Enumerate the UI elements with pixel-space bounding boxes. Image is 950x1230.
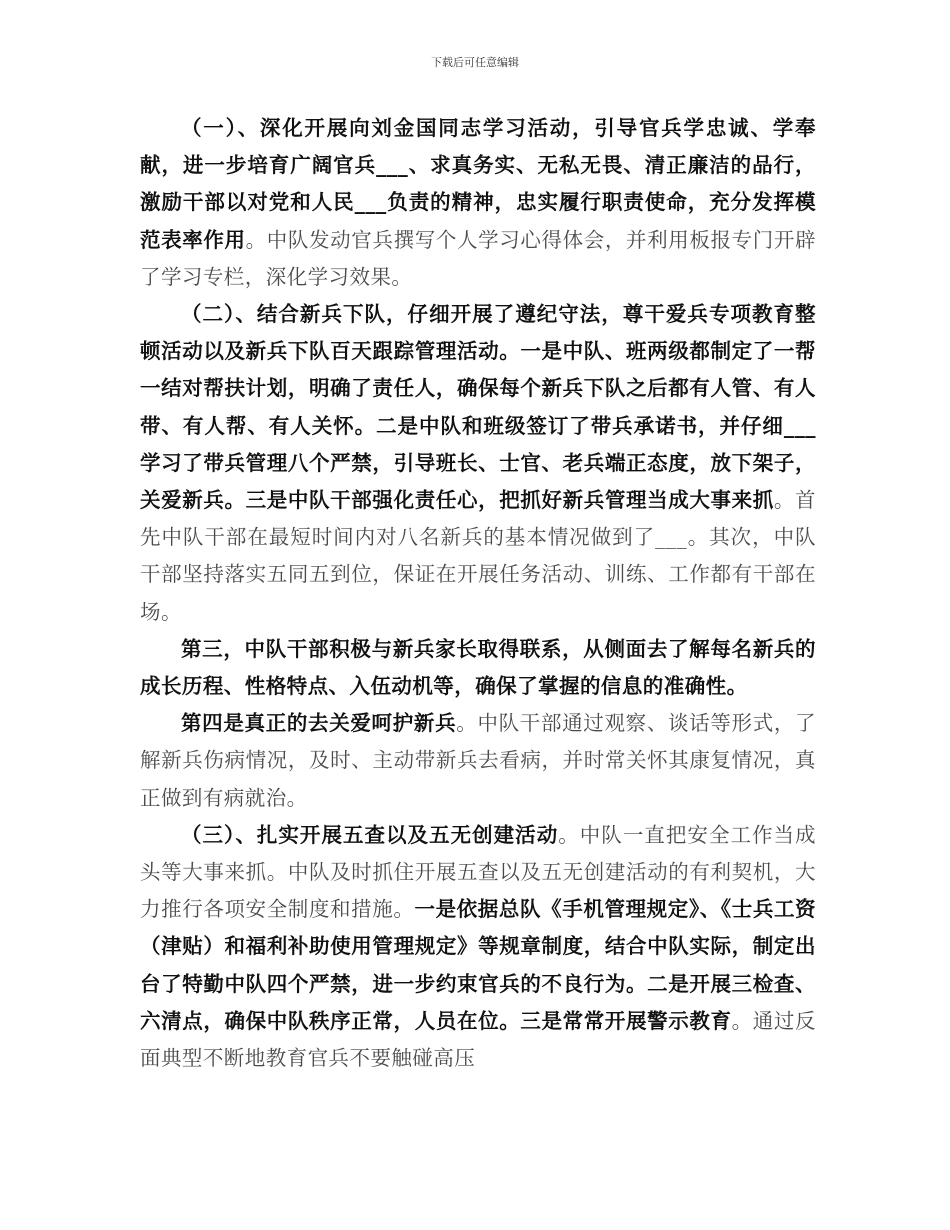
paragraph-1-run-2: 。中队发动官兵撰写个人学习心得体会，并利用板报专门开辟了学习专栏，深化学习效果。 xyxy=(140,227,816,289)
paragraph-5-run-3: 一是依据总队《手机管理规定》、《士兵工资（津贴）和福利补助使用管理规定》等规章制度，结合中队实际，制定出台了特勤中队四个严禁，进一步约束官兵的不良行为。二是开展三检查、六清点，确保中队秩序正常，人员在位。三是常常开展警示教育 xyxy=(140,897,817,1033)
page-header: 下载后可任意编辑 xyxy=(431,56,519,69)
paragraph-4 xyxy=(140,705,816,817)
document-body xyxy=(140,110,816,1077)
paragraph-4-run-2: 。中队干部通过观察、谈话等形式，了解新兵伤病情况，及时、主动带新兵去看病，并时常关怀其康复情况，真正做到有病就治。 xyxy=(140,711,816,810)
paragraph-4-run-1: 第四是真正的去关爱呵护新兵 xyxy=(181,711,457,736)
paragraph-3-run-1: 第三，中队干部积极与新兵家长取得联系，从侧面去了解每名新兵的成长历程、性格特点、入伍动机等，确保了掌握的信息的准确性。 xyxy=(140,636,816,699)
paragraph-5-run-2: 。中队一直把安全工作当成头等大事来抓。中队及时抓住开展五查以及五无创建活动的有利契机，大力推行各项安全制度和措施。 xyxy=(140,822,816,922)
paragraph-2-run-2: 。首先中队干部在最短时间内对八名新兵的基本情况做到了___。其次，中队干部坚持落实五同五到位，保证在开展任务活动、训练、工作都有干部在场。 xyxy=(140,488,817,624)
paragraph-1-run-1: （一）、深化开展向刘金国同志学习活动，引导官兵学忠诚、学奉献，进一步培育广阔官兵___、求真务实、无私无畏、清正廉洁的品行，激励干部以对党和人民___负责的精神，忠实履行职责使命，充分发挥模范表率作用 xyxy=(140,116,816,252)
paragraph-5 xyxy=(140,817,816,1077)
paragraph-2-run-1: （二）、结合新兵下队，仔细开展了遵纪守法，尊干爱兵专项教育整顿活动以及新兵下队百天跟踪管理活动。一是中队、班两级都制定了一帮一结对帮扶计划，明确了责任人，确保每个新兵下队之后都有人管、有人带、有人帮、有人关怀。二是中队和班级签订了带兵承诺书，并仔细___学习了带兵管理八个严禁，引导班长、士官、老兵端正态度，放下架子，关爱新兵。三是中队干部强化责任心，把抓好新兵管理当成大事来抓 xyxy=(140,302,816,513)
paragraph-1 xyxy=(140,110,816,296)
paragraph-5-run-1: （三）、扎实开展五查以及五无创建活动 xyxy=(181,822,559,847)
paragraph-2 xyxy=(140,296,816,631)
paragraph-3 xyxy=(140,631,816,705)
paragraph-5-run-4: 。通过反面典型不断地教育官兵不要触碰高压 xyxy=(140,1008,816,1071)
